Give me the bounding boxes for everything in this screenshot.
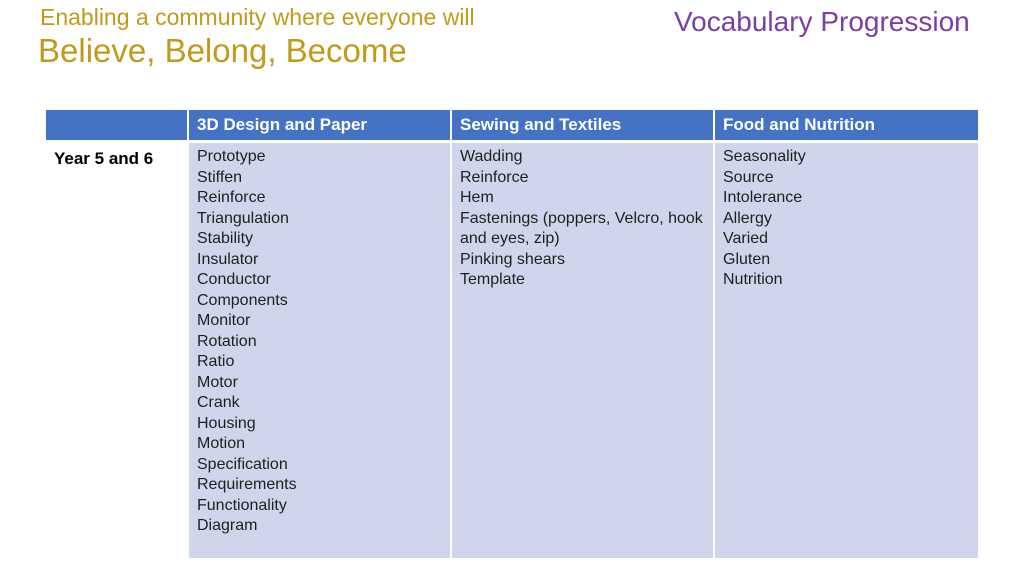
list-item: Requirements <box>197 476 297 493</box>
table-row <box>46 142 978 559</box>
column-header-food-nutrition: Food and Nutrition <box>714 110 978 142</box>
school-motto: Believe, Belong, Become <box>38 32 407 69</box>
list-item: Pinking shears <box>460 250 565 268</box>
school-tagline: Enabling a community where everyone will <box>40 4 475 30</box>
list-item: Stability <box>197 230 254 247</box>
list-item: Seasonality <box>723 148 806 165</box>
list-item: Template <box>460 271 525 288</box>
list-item: Monitor <box>197 312 251 329</box>
list-item: Varied <box>723 230 769 247</box>
list-item: Motor <box>197 373 238 391</box>
sewing-textiles-cell <box>451 142 714 559</box>
list-item: Hem <box>460 189 494 206</box>
list-item: Triangulation <box>197 209 289 227</box>
row-label-year-5-and-6: Year 5 and 6 <box>46 142 188 559</box>
food-nutrition-word-list <box>723 147 970 291</box>
list-item: Diagram <box>197 517 258 534</box>
sewing-textiles-word-list <box>460 147 705 291</box>
list-item: Reinforce <box>197 189 266 206</box>
list-item: Fastenings (poppers, Velcro, hook and eyes, zip) <box>460 209 703 247</box>
table-header-row <box>46 110 978 142</box>
vocabulary-table <box>46 110 978 558</box>
list-item: Rotation <box>197 332 257 350</box>
list-item: Intolerance <box>723 189 803 206</box>
list-item: Functionality <box>197 496 287 514</box>
list-item: Crank <box>197 394 240 411</box>
list-item: Housing <box>197 414 256 432</box>
list-item: Motion <box>197 435 246 452</box>
list-item: Wadding <box>460 148 523 165</box>
column-header-sewing-textiles: Sewing and Textiles <box>451 110 714 142</box>
food-nutrition-cell <box>714 142 978 559</box>
page-title: Vocabulary Progression <box>674 6 970 37</box>
list-item: Nutrition <box>723 271 783 288</box>
list-item: Prototype <box>197 148 266 165</box>
column-header-design-paper: 3D Design and Paper <box>188 110 451 142</box>
list-item: Specification <box>197 455 288 473</box>
table-corner-cell <box>46 110 188 142</box>
list-item: Components <box>197 291 288 309</box>
design-paper-cell <box>188 142 451 559</box>
list-item: Reinforce <box>460 168 529 186</box>
list-item: Allergy <box>723 209 772 227</box>
list-item: Ratio <box>197 353 235 370</box>
list-item: Source <box>723 168 774 186</box>
design-paper-word-list <box>197 147 442 537</box>
list-item: Insulator <box>197 250 259 268</box>
list-item: Conductor <box>197 271 271 288</box>
list-item: Gluten <box>723 250 771 268</box>
list-item: Stiffen <box>197 168 243 186</box>
